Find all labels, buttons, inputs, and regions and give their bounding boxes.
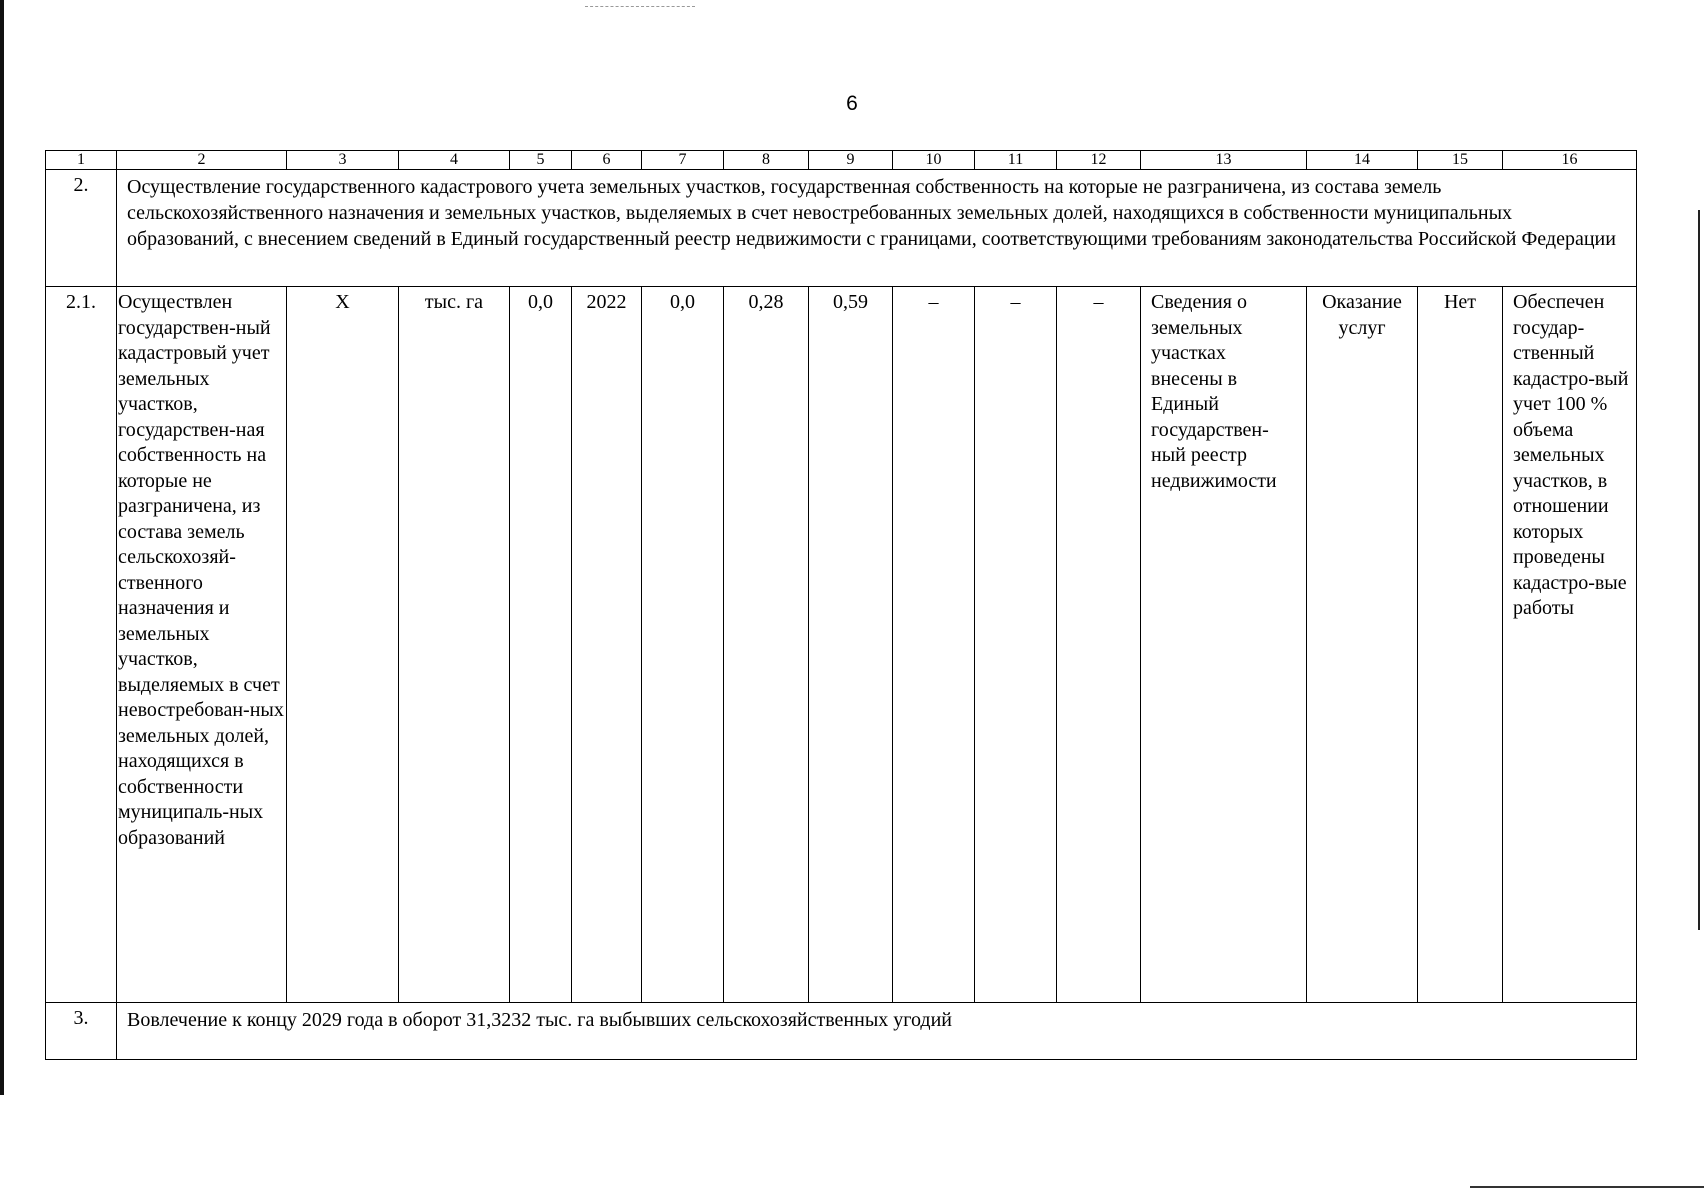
header-cell: 9 [809, 151, 893, 170]
page-number: 6 [846, 92, 858, 115]
program-table [45, 150, 1637, 1060]
header-cell: 6 [572, 151, 642, 170]
scan-edge-bottom [1470, 1186, 1704, 1188]
header-cell: 5 [510, 151, 572, 170]
header-cell: 13 [1141, 151, 1307, 170]
row-2-1-number: 2.1. [46, 287, 117, 1003]
scan-edge-left [0, 0, 4, 1095]
row-2-1-col8: 0,28 [724, 287, 809, 1003]
row-2-1-col9: 0,59 [809, 287, 893, 1003]
header-cell: 15 [1418, 151, 1503, 170]
header-cell: 7 [642, 151, 724, 170]
header-cell: 14 [1307, 151, 1418, 170]
row-2-1-col7: 0,0 [642, 287, 724, 1003]
header-cell: 2 [117, 151, 287, 170]
header-cell: 16 [1503, 151, 1637, 170]
row-2-1-col10: – [893, 287, 975, 1003]
row-2-1-col6: 2022 [572, 287, 642, 1003]
row-2-1-col3: X [287, 287, 399, 1003]
section-2-title: Осуществление государственного кадастрового учета земельных участков, государственная собственность на которые не разграничена, из состава земель сельскохозяйственного назначения и земельных участков, выделяемых в счет невостребованных земельных долей, находящихся в собственности муниципальных образований, с внесением сведений в Единый государственный реестр недвижимости с границами, соответствующими требованиям законодательства Российской Федерации [117, 170, 1637, 287]
header-cell: 12 [1057, 151, 1141, 170]
row-2-1-col13: Сведения о земельных участках внесены в Единый государствен-ный реестр недвижимости [1141, 287, 1307, 1003]
row-2-1-col5: 0,0 [510, 287, 572, 1003]
header-cell: 4 [399, 151, 510, 170]
section-2-number: 2. [46, 170, 117, 287]
row-2-1-unit: тыс. га [399, 287, 510, 1003]
section-3-title: Вовлечение к концу 2029 года в оборот 31,3232 тыс. га выбывших сельскохозяйственных угодий [117, 1003, 1637, 1060]
header-cell: 11 [975, 151, 1057, 170]
header-cell: 3 [287, 151, 399, 170]
header-number-row [46, 151, 1637, 170]
scan-mark-top [585, 6, 695, 8]
section-3-number: 3. [46, 1003, 117, 1060]
scan-edge-right [1698, 210, 1700, 930]
section-3-row [46, 1003, 1637, 1060]
row-2-1-col11: – [975, 287, 1057, 1003]
section-2-row [46, 170, 1637, 287]
row-2-1-col15: Нет [1418, 287, 1503, 1003]
row-2-1-col14: Оказание услуг [1307, 287, 1418, 1003]
row-2-1-name: Осуществлен государствен-ный кадастровый учет земельных участков, государствен-ная собственность на которые не разграничена, из состава земель сельскохозяй-ственного назначения и земельных участков, выделяемых в счет невостребован-ных земельных долей, находящихся в собственности муниципаль-ных образований [117, 287, 287, 1003]
header-cell: 8 [724, 151, 809, 170]
row-2-1-col16: Обеспечен государ-ственный кадастро-вый учет 100 % объема земельных участков, в отношении которых проведены кадастро-вые работы [1503, 287, 1637, 1003]
row-2-1 [46, 287, 1637, 1003]
header-cell: 1 [46, 151, 117, 170]
header-cell: 10 [893, 151, 975, 170]
row-2-1-col12: – [1057, 287, 1141, 1003]
